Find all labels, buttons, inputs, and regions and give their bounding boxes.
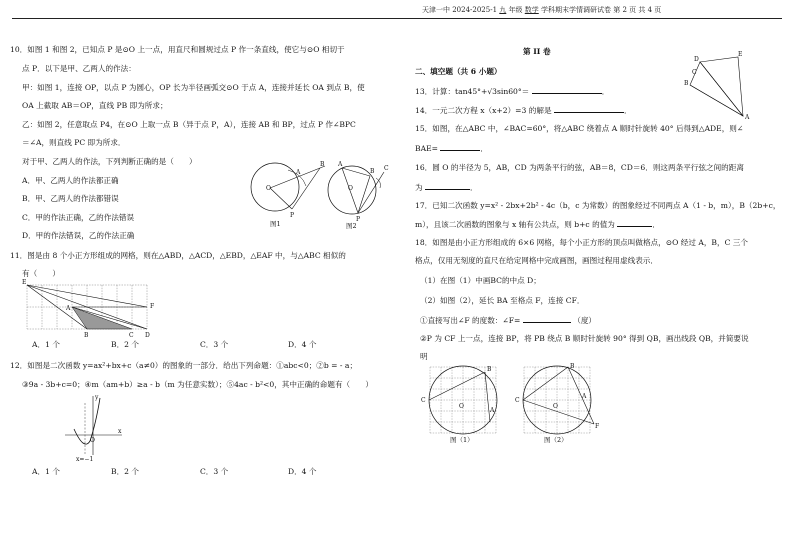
q15-figure bbox=[672, 48, 752, 120]
q10-line6: ＝∠A，则直线 PC 即为所求． bbox=[22, 138, 126, 147]
label-b2: B bbox=[370, 168, 375, 175]
label-y: y bbox=[95, 394, 99, 401]
fig-r1-caption: 图（1） bbox=[450, 436, 474, 444]
q16-answer-blank[interactable] bbox=[425, 182, 470, 190]
q13-text: 13．计算：tan45°+√3sin60°＝ bbox=[415, 87, 530, 96]
q18-figure2 bbox=[510, 362, 606, 444]
q10-line4: OA 上截取 AB＝OP，直线 PB 即为所求； bbox=[22, 101, 168, 110]
header-title: 学科期末学情调研试卷 bbox=[540, 6, 611, 14]
label-c6: C bbox=[421, 397, 426, 404]
label-b5: B bbox=[684, 80, 689, 87]
q17-line1: 17．已知二次函数 y=x² - 2bx+2b² - 4c（b，c 为常数）的图象经过不同两点 A（1 - b，m），B（2b+c， bbox=[415, 201, 781, 210]
q18-line5 bbox=[420, 315, 596, 325]
page-header bbox=[422, 6, 661, 15]
label-c2: C bbox=[384, 165, 389, 172]
q11-option-b: B．2 个 bbox=[111, 340, 140, 349]
label-p: P bbox=[290, 212, 295, 219]
q10-figure2 bbox=[318, 158, 398, 230]
header-subject: 数学 bbox=[524, 6, 539, 14]
q11-option-d: D．4 个 bbox=[288, 340, 317, 349]
label-e: E bbox=[22, 279, 27, 286]
section-title: 二、填空题（共 6 小题） bbox=[415, 67, 502, 76]
chord-ba bbox=[485, 372, 490, 422]
part-title: 第 II 卷 bbox=[523, 47, 551, 56]
q10-line3: 甲：如图 1，连接 OP，以点 P 为圆心，OP 长为半径画弧交⊙O 于点 A，连接并延长 OA 到点 B，使 bbox=[22, 83, 365, 92]
q17-answer-blank[interactable] bbox=[617, 219, 652, 227]
q17-text2: m），且该二次函数的图象与 x 轴有公共点，则 b+c 的值为 bbox=[415, 220, 615, 229]
label-c3: C bbox=[129, 332, 134, 339]
label-d5: D bbox=[694, 56, 699, 63]
q16-line1: 16．圆 O 的半径为 5，AB，CD 为两条平行的弦，AB＝8，CD＝6．则这两条平行弦之间的距离 bbox=[415, 163, 744, 172]
fig2-caption: 图2 bbox=[346, 222, 357, 230]
q12-option-d: D．4 个 bbox=[288, 467, 317, 476]
q11-option-a: A．1 个 bbox=[32, 340, 60, 349]
label-a3: A bbox=[66, 305, 71, 312]
label-o: O bbox=[266, 185, 271, 192]
q10-line7: 对于甲、乙两人的作法，下列判断正确的是（ ） bbox=[22, 157, 197, 166]
label-e5: E bbox=[738, 51, 743, 58]
label-c7: C bbox=[515, 397, 520, 404]
q10-option-d: D．甲的作法错误，乙的作法正确 bbox=[22, 231, 135, 240]
triangle-abc-r bbox=[690, 62, 743, 116]
q14-text: 14．一元二次方程 x（x+2）=3 的解是 bbox=[415, 106, 552, 115]
parabola bbox=[74, 398, 100, 444]
label-f7: F bbox=[595, 423, 600, 430]
fig1-caption: 图1 bbox=[270, 220, 281, 228]
fig-r2-caption: 图（2） bbox=[544, 436, 568, 444]
header-grade-suffix: 年级 bbox=[508, 6, 523, 14]
q10-option-a: A．甲、乙两人的作法都正确 bbox=[22, 176, 119, 185]
header-rule bbox=[12, 18, 782, 19]
q16-line2: 为 ． bbox=[415, 183, 478, 192]
q10-line1: 10．如图 1 和图 2，已知点 P 是⊙O 上一点，用直尺和圆规过点 P 作一条直线，使它与⊙O 相切于 bbox=[10, 45, 345, 54]
label-o6: O bbox=[459, 403, 464, 410]
chord-cb bbox=[429, 372, 485, 400]
header-grade: 九 bbox=[499, 6, 507, 14]
line-cf bbox=[523, 400, 594, 424]
q12-option-b: B．2 个 bbox=[111, 467, 140, 476]
q14-answer-blank[interactable] bbox=[554, 105, 624, 113]
q15-line2: BAE= ． bbox=[415, 144, 488, 153]
label-b3: B bbox=[84, 332, 89, 339]
label-b7: B bbox=[570, 363, 575, 370]
q11-line1: 11．图是由 8 个小正方形组成的网格，则在△ABD，△ACD，△EBD，△EAF 中，与△ABC 相似的 bbox=[10, 251, 346, 260]
chord-cb2 bbox=[523, 367, 568, 400]
q10-option-c: C．甲的作法正确，乙的作法错误 bbox=[22, 213, 135, 222]
q10-figure1 bbox=[240, 160, 330, 230]
label-a7: A bbox=[582, 393, 587, 400]
header-school: 天津一中 2024-2025-1 bbox=[422, 6, 498, 14]
q15-line1: 15．如图，在△ABC 中，∠BAC=60°，将△ABC 绕着点 A 顺时针旋转 40° 后得到△ADE，则∠ bbox=[415, 124, 744, 133]
q13-answer-blank[interactable] bbox=[532, 86, 602, 94]
q14: 14．一元二次方程 x（x+2）=3 的解是 ． bbox=[415, 106, 632, 115]
label-a5: A bbox=[745, 114, 750, 121]
q18-answer-blank[interactable] bbox=[523, 315, 571, 323]
q18-line3: （1）在图（1）中画BC的中点 D； bbox=[420, 276, 541, 285]
q12-option-c: C．3 个 bbox=[200, 467, 229, 476]
label-p2: P bbox=[356, 216, 361, 223]
label-o4: O bbox=[90, 437, 95, 444]
label-a6: A bbox=[490, 407, 495, 414]
line-ab bbox=[342, 168, 370, 176]
line-op bbox=[270, 188, 292, 209]
q18-line2: 格点，仅用无刻度的直尺在给定网格中完成画图，画图过程用虚线表示． bbox=[415, 256, 658, 265]
q18-unit: （度） bbox=[573, 316, 597, 325]
q12-line2: ③9a - 3b+c=0；④m（am+b）≥a - b（m 为任意实数）；⑤4ac - b²<0，其中正确的命题有（ ） bbox=[22, 380, 373, 389]
q18-figure1 bbox=[416, 362, 508, 444]
q10-line2: 点 P．以下是甲、乙两人的作法： bbox=[22, 64, 136, 73]
label-b6: B bbox=[487, 366, 492, 373]
line-pc bbox=[358, 172, 384, 213]
label-o7: O bbox=[553, 403, 558, 410]
q16-text2: 为 bbox=[415, 183, 423, 192]
q18-line6: ②P 为 CF 上一点，连接 BP，将 PB 绕点 B 顺时针旋转 90° 得到 QB，画出线段 QB，并简要说 bbox=[420, 334, 749, 343]
q18-line7: 明 bbox=[420, 352, 428, 361]
label-d3: D bbox=[145, 332, 150, 339]
label-a2: A bbox=[338, 161, 343, 168]
q11-option-c: C．3 个 bbox=[200, 340, 229, 349]
q10-option-b: B．甲、乙两人的作法都错误 bbox=[22, 194, 119, 203]
q11-grid-figure bbox=[22, 280, 162, 342]
q17-line2: m），且该二次函数的图象与 x 轴有公共点，则 b+c 的值为 ． bbox=[415, 220, 660, 229]
q15-text2: BAE= bbox=[415, 144, 438, 153]
q12-line1: 12．如图是二次函数 y=ax²+bx+c（a≠0）的图象的一部分．给出下列命题：①abc<0；②b = - a； bbox=[10, 361, 358, 370]
label-b: B bbox=[320, 161, 325, 168]
circle-o bbox=[251, 163, 299, 211]
label-o2: O bbox=[348, 185, 353, 192]
label-x: x bbox=[118, 428, 122, 435]
q11-line2: 有（ ） bbox=[22, 269, 60, 278]
q13: 13．计算：tan45°+√3sin60°＝ ． bbox=[415, 87, 610, 96]
q12-parabola-figure bbox=[60, 393, 130, 463]
header-page-info: 第 2 页 共 4 页 bbox=[613, 6, 662, 14]
q12-option-a: A．1 个 bbox=[32, 467, 60, 476]
triangle-ade bbox=[700, 57, 743, 116]
axis-label: x=−1 bbox=[76, 456, 94, 463]
q10-line5: 乙：如图 2，任意取点 P4，在⊙O 上取一点 B（异于点 P，A），连接 AB 和 BP，过点 P 作∠BPC bbox=[22, 120, 356, 129]
q18-text5: ①直接写出∠F 的度数：∠F= bbox=[420, 316, 521, 325]
label-a: A bbox=[296, 169, 301, 176]
q15-answer-blank[interactable] bbox=[440, 143, 480, 151]
label-f: F bbox=[150, 303, 155, 310]
q18-line4: （2）如图（2），延长 BA 至格点 F，连接 CF． bbox=[420, 296, 585, 305]
q18-line1: 18．如图是由小正方形组成的 6×6 网格，每个小正方形的顶点叫做格点，⊙O 经过 A，B，C 三个 bbox=[415, 238, 748, 247]
label-c5: C bbox=[692, 69, 697, 76]
